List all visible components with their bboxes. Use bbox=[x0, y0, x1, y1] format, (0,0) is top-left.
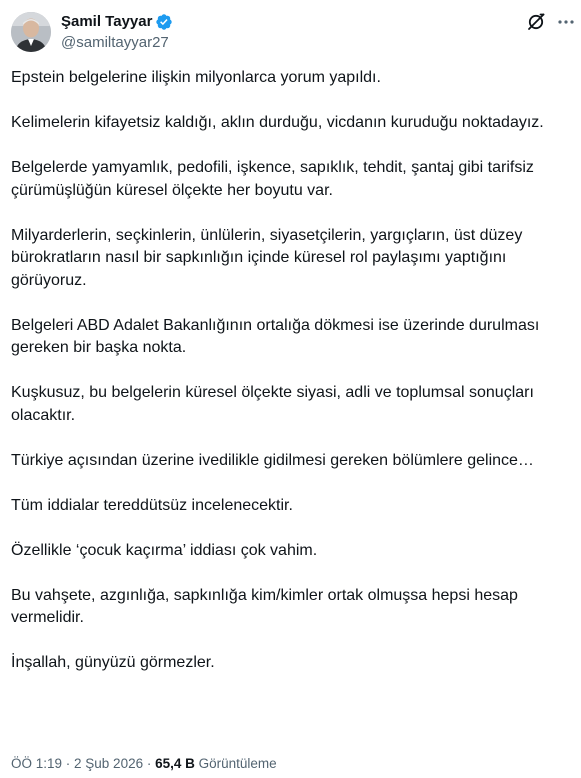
tweet-paragraph: Kuşkusuz, bu belgelerin küresel ölçekte siyasi, adli ve toplumsal sonuçları olacaktır. bbox=[11, 384, 539, 424]
meta-separator: · bbox=[143, 756, 156, 771]
tweet-paragraph: Kelimelerin kifayetsiz kaldığı, aklın durduğu, vicdanın kuruduğu noktadayız. bbox=[11, 114, 544, 131]
verified-badge-icon bbox=[155, 13, 173, 31]
tweet-paragraph: Bu vahşete, azgınlığa, sapkınlığa kim/kimler ortak olmuşsa hepsi hesap vermelidir. bbox=[11, 586, 523, 626]
name-row bbox=[61, 12, 173, 32]
display-name[interactable]: Şamil Tayyar bbox=[61, 13, 153, 30]
tweet-paragraph: Belgeleri ABD Adalet Bakanlığının ortalığa dökmesi ise üzerinde durulması gereken bir başka nokta. bbox=[11, 316, 544, 356]
tweet-paragraph: Belgelerde yamyamlık, pedofili, işkence, sapıklık, tehdit, şantaj gibi tarifsiz çürümüşlüğün küresel ölçekte her boyutu var. bbox=[11, 159, 539, 199]
tweet-paragraph: İnşallah, günyüzü görmezler. bbox=[11, 654, 215, 671]
user-handle[interactable]: @samiltayyar27 bbox=[61, 34, 169, 51]
tweet-paragraph: Milyarderlerin, seçkinlerin, ünlülerin, siyasetçilerin, yargıçların, üst düzey bürokratların nasıl bir sapkınlığın içinde küresel rol paylaşımı yaptığını görüyoruz. bbox=[11, 226, 527, 289]
meta-separator: · bbox=[62, 756, 75, 771]
tweet-paragraph: Türkiye açısından üzerine ivedilikle gidilmesi gereken bölümlere gelince… bbox=[11, 451, 534, 469]
tweet-meta bbox=[11, 755, 277, 773]
view-count: 65,4 B bbox=[155, 756, 195, 771]
views-label: Görüntüleme bbox=[194, 756, 277, 771]
more-icon[interactable] bbox=[556, 12, 576, 32]
tweet-paragraph: Özellikle ‘çocuk kaçırma’ iddiası çok vahim. bbox=[11, 541, 318, 559]
tweet-paragraph: Tüm iddialar tereddütsüz incelenecektir. bbox=[11, 496, 293, 514]
tweet-text bbox=[11, 67, 573, 675]
tweet-paragraph: Epstein belgelerine ilişkin milyonlarca yorum yapıldı. bbox=[11, 69, 381, 86]
tweet-date[interactable]: 2 Şub 2026 bbox=[74, 756, 144, 771]
avatar[interactable] bbox=[11, 12, 51, 52]
avatar-image bbox=[11, 12, 51, 52]
tweet-time[interactable]: ÖÖ 1:19 bbox=[11, 756, 63, 771]
grok-icon[interactable] bbox=[526, 12, 546, 32]
author-block bbox=[61, 12, 173, 53]
